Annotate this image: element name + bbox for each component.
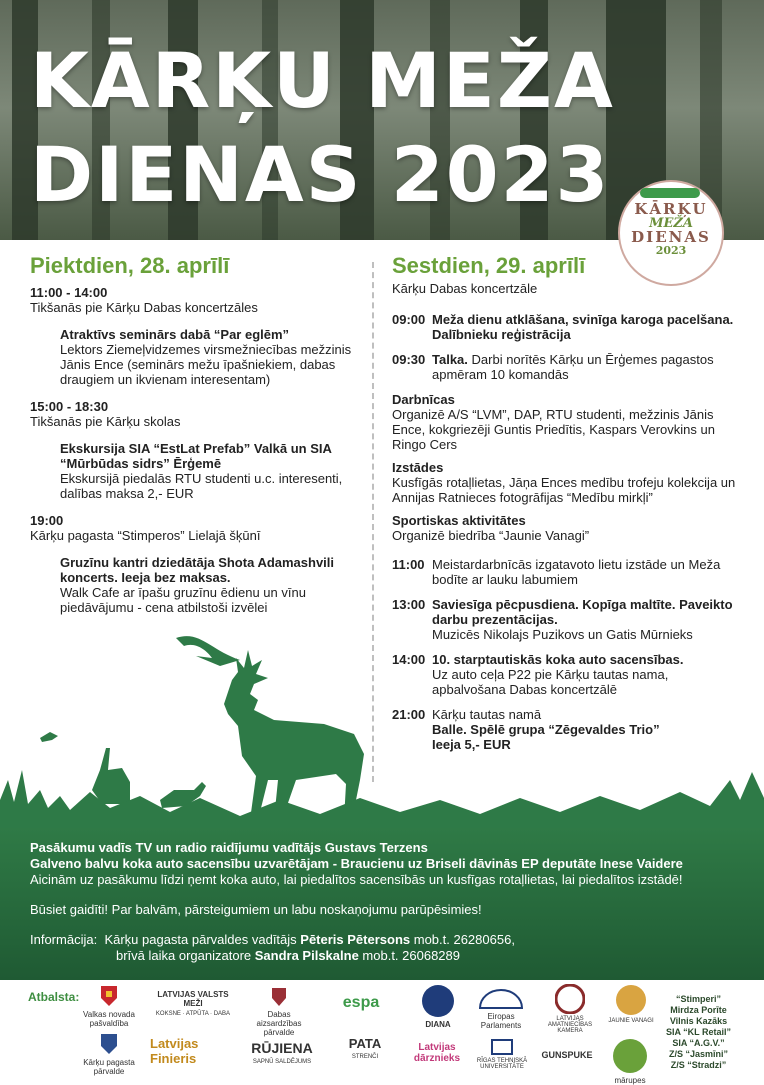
marupes-logo-icon: [612, 1038, 648, 1074]
row-time: 13:00: [392, 597, 426, 612]
block-place: Tikšanās pie Kārķu Dabas koncertzāles: [30, 300, 258, 315]
info-contact-1-name: Pēteris Pētersons: [300, 932, 411, 947]
vanagi-logo-icon: [615, 984, 647, 1016]
host-line: Pasākumu vadīs TV un radio raidījumu vadītājs Gustavs Terzens: [30, 840, 428, 855]
info-banner: [0, 828, 764, 980]
sponsor-finieris: [150, 1036, 230, 1066]
sponsor-caption: Valkas novada pašvaldība: [83, 1010, 135, 1028]
sponsor-sub: STRENČI: [351, 1054, 379, 1060]
prize-line: Galveno balvu koka auto sacensību uzvarētājam - Braucienu uz Briseli dāvinās EP deputāte Inese Vaidere: [30, 856, 683, 871]
sponsor-dap: [244, 986, 314, 1037]
sponsor-caption: Eiropas Parlaments: [480, 1012, 522, 1030]
partner-item: Z/S “Stradzi”: [670, 1060, 727, 1070]
row-text: Muzicēs Nikolajs Puzikovs un Gatis Mūrnieks: [432, 627, 693, 642]
saturday-venue: Kārķu Dabas koncertzāle: [392, 281, 538, 296]
info-contact-2-post: mob.t. 26068289: [358, 948, 461, 963]
schedule-row: [392, 312, 742, 342]
row-bold: Talka.: [432, 352, 468, 367]
block-event: Gruzīnu kantri dziedātāja Shota Adamashvili koncerts. Ieeja bez maksas.: [60, 555, 335, 585]
partners-list: [666, 994, 731, 1071]
info-label: Informācija:: [30, 932, 98, 947]
block-place: Kārķu pagasta “Stimperos” Lielajā šķūnī: [30, 528, 261, 543]
event-logo-badge: [620, 182, 722, 284]
title-line-1: KĀRĶU MEŽA: [30, 36, 615, 125]
sponsor-lmk: [540, 984, 600, 1034]
sports-title: Sportiskas aktivitātes: [392, 513, 526, 528]
block-event: Ekskursija SIA “EstLat Prefab” Valkā un SIA “Mūrbūdas sidrs” Ērģemē: [60, 441, 332, 471]
sponsor-sub: SAPNŪ SALDĒJUMS: [252, 1059, 312, 1065]
saturday-heading: Sestdien, 29. aprīlī: [392, 253, 586, 278]
sponsor-darznieks: [404, 1042, 470, 1064]
lmk-logo-icon: [555, 984, 585, 1014]
welcome-line: Būsiet gaidīti! Par balvām, pārsteigumiem un labu noskaņojumu parūpēsimies!: [30, 902, 482, 917]
block-time: 15:00 - 18:30: [30, 399, 109, 414]
sponsor-caption: GUNSPUKE: [541, 1050, 593, 1060]
parliament-icon: [476, 988, 526, 1010]
exhibitions-title: Izstādes: [392, 460, 444, 475]
sponsor-caption: Kārķu pagasta pārvalde: [83, 1058, 135, 1076]
sponsor-vanagi: [606, 984, 656, 1024]
sponsor-caption: PATA: [348, 1036, 382, 1051]
partner-item: Vilnis Kazāks: [669, 1016, 728, 1026]
exhibitions-text: Kusfīgās rotaļlietas, Jāņa Ences medību trofeju kolekcija un Annijas Ratnieces fotogrāfijas “Medību mirkļi”: [392, 475, 736, 505]
sponsor-diana: [418, 984, 458, 1029]
sponsors-label: Atbalsta:: [28, 990, 80, 1004]
info-contact-2-name: Sandra Pilskalne: [254, 948, 359, 963]
row-time: 09:00: [392, 312, 426, 327]
row-text: Uz auto ceļa P22 pie Kārķu tautas nama, apbalvošana Dabas koncertzālē: [432, 667, 669, 697]
schedule-row: [392, 557, 742, 587]
dap-coat-of-arms-icon: [270, 986, 288, 1008]
friday-block-1: [30, 285, 360, 387]
sponsor-caption: RŪJIENA: [251, 1040, 313, 1056]
row-bold: Ieeja 5,- EUR: [432, 737, 511, 752]
sports-text: Organizē biedrība “Jaunie Vanagi”: [392, 528, 590, 543]
partner-item: Mirdza Porīte: [670, 1005, 727, 1015]
sponsor-pata: [340, 1036, 390, 1060]
partner-item: Z/S “Jasmīni”: [668, 1049, 729, 1059]
schedule-row: [392, 352, 742, 382]
sponsor-sub: KOKSNE · ATPŪTA · DABA: [155, 1011, 231, 1017]
sponsor-ep: [470, 988, 532, 1030]
sponsor-espa: [326, 994, 396, 1012]
block-desc: Walk Cafe ar īpašu gruzīnu ēdienu un vīnu piedāvājumu - cena atbilstoši izvēlei: [60, 585, 306, 615]
row-time: 11:00: [392, 557, 425, 572]
sponsor-caption: Latvijas Finieris: [150, 1036, 199, 1066]
antlers: [176, 636, 240, 666]
badge-word-2: MEŽA: [649, 216, 693, 231]
rtu-logo-icon: [490, 1038, 514, 1056]
row-text: Meža dienu atklāšana, svinīga karoga pacelšana. Dalībnieku reģistrācija: [432, 312, 734, 342]
sponsor-caption: JAUNIE VANAGI: [608, 1018, 654, 1024]
valka-coat-of-arms-icon: [99, 984, 119, 1008]
row-text: Darbi norītēs Kārķu un Ērģemes pagastos apmēram 10 komandās: [432, 352, 714, 382]
sponsor-marupes: [606, 1038, 654, 1085]
lizard-icon: [640, 188, 700, 198]
row-time: 09:30: [392, 352, 426, 367]
title-line-2: DIENAS 2023: [30, 130, 611, 219]
forest-scene-illustration: [0, 620, 764, 840]
sponsors-strip: [0, 980, 764, 1085]
friday-block-3: [30, 513, 360, 615]
badge-year: 2023: [655, 244, 687, 257]
info-contact-2-pre: brīvā laika organizatore: [116, 948, 255, 963]
sponsor-valka: [82, 984, 136, 1028]
invite-line: Aicinām uz pasākumu līdzi ņemt koka auto, lai piedalītos sacensībās un kusfīgas rotaļlietas, lai piedalītos izstādē!: [30, 872, 683, 887]
row-bold: Balle. Spēlē grupa “Zēgevaldes Trio”: [432, 722, 660, 737]
block-desc: Ekskursijā piedalās RTU studenti u.c. interesenti, dalības maksa 2,- EUR: [60, 471, 343, 501]
bird-silhouette: [40, 732, 58, 742]
partner-item: “Stimperi”: [676, 994, 722, 1004]
row-time: 21:00: [392, 707, 426, 722]
sponsor-rujiena: [244, 1040, 320, 1065]
diana-logo-icon: [421, 984, 455, 1018]
sponsor-karku: [82, 1032, 136, 1076]
sponsor-caption: Dabas aizsardzības pārvalde: [256, 1010, 302, 1037]
friday-block-2: [30, 399, 360, 501]
info-contact-1-post: mob.t. 26280656,: [410, 932, 515, 947]
row-bold: Saviesīga pēcpusdiena. Kopīga maltīte. Paveikto darbu prezentācijas.: [432, 597, 733, 627]
partner-item: SIA “KL Retail”: [666, 1027, 732, 1037]
workshops-title: Darbnīcas: [392, 392, 455, 407]
row-time: 14:00: [392, 652, 426, 667]
sponsor-gunspuke: [534, 1050, 600, 1060]
row-text: Meistardarbnīcās izgatavoto lietu izstāde un Meža bodīte ar lauku labumiem: [432, 557, 721, 587]
row-text: Kārķu tautas namā: [432, 707, 542, 722]
row-bold: 10. starptautiskās koka auto sacensības.: [432, 652, 684, 667]
sponsor-caption: Latvijas dārznieks: [413, 1042, 461, 1064]
badge-word-1: KĀRĶU: [634, 200, 708, 218]
workshops-text: Organizē A/S “LVM”, DAP, RTU studenti, mežzinis Jānis Ence, kokgriezēji Guntis Priedītis, Kaspars Verovkins un Ringo Cers: [392, 407, 715, 452]
friday-schedule: [30, 253, 360, 627]
block-place: Tikšanās pie Kārķu skolas: [30, 414, 181, 429]
sponsor-caption: DIANA: [425, 1020, 451, 1029]
sponsor-caption: LATVIJAS AMATNIECĪBAS KAMERA: [547, 1016, 593, 1034]
block-event: Atraktīvs seminārs dabā “Par eglēm”: [60, 327, 290, 342]
partner-item: SIA “A.G.V.”: [672, 1038, 725, 1048]
deer-silhouette: [224, 650, 364, 820]
friday-heading: Piektdien, 28. aprīlī: [30, 253, 230, 278]
sponsor-caption: LATVIJAS VALSTS MEŽI: [157, 990, 229, 1008]
block-time: 11:00 - 14:00: [30, 285, 108, 300]
karku-coat-of-arms-icon: [99, 1032, 119, 1056]
info-contact-1-pre: Kārķu pagasta pārvaldes vadītājs: [104, 932, 301, 947]
sponsor-lvm: [148, 990, 238, 1017]
sponsor-caption: RĪGAS TEHNISKĀ UNIVERSITĀTE: [476, 1058, 528, 1070]
badge-word-3: DIENAS: [631, 228, 711, 246]
rabbit-silhouette: [92, 748, 130, 804]
block-desc: Lektors Ziemeļvidzemes virsmežniecības mežzinis Jānis Ence (seminārs mežu īpašniekiem, dabas draugiem un ikvienam interesentam): [60, 342, 352, 387]
sponsor-caption: espa: [342, 994, 380, 1011]
sponsor-rtu: [474, 1038, 530, 1070]
block-time: 19:00: [30, 513, 64, 528]
sponsor-caption: mārupes: [614, 1076, 646, 1085]
